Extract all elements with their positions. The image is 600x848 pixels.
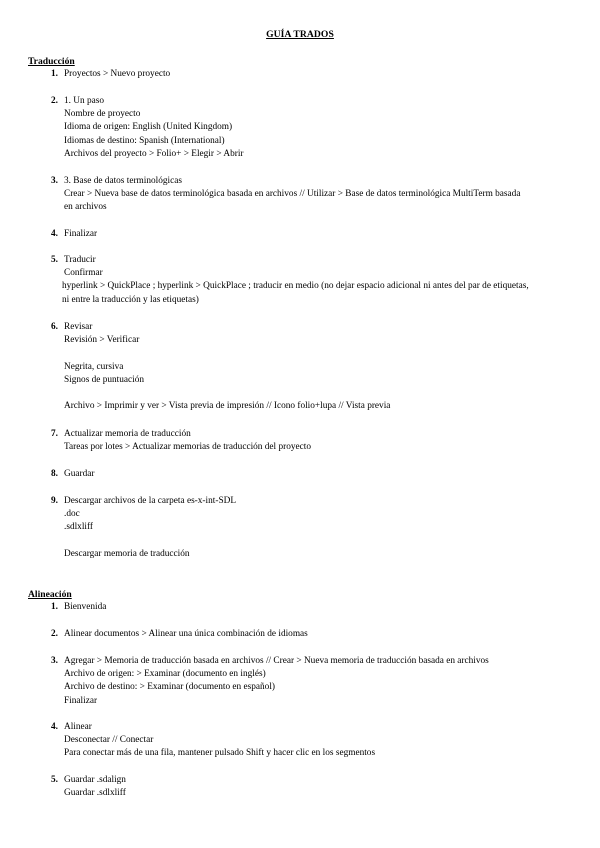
item-number: 2. [51, 629, 58, 639]
item-number: 1. [51, 602, 58, 612]
item-line: Negrita, cursiva [64, 361, 124, 372]
item-number: 3. [51, 656, 58, 666]
item-line: Guardar [64, 469, 95, 479]
item-line: Guardar .sdalign [64, 775, 126, 785]
item-line: Finalizar [64, 229, 98, 239]
item-number: 6. [51, 322, 58, 332]
item-line: Archivo de origen: > Examinar (documento en inglés) [64, 669, 266, 680]
item-number: 5. [51, 255, 58, 265]
section-heading-traduccion: Traducción [28, 56, 75, 67]
item-line: 3. Base de datos terminológicas [64, 176, 182, 186]
item-line: Finalizar [64, 695, 98, 706]
item-line: Para conectar más de una fila, mantener pulsado Shift y hacer clic en los segmentos [64, 748, 376, 759]
item-line: en archivos [64, 202, 107, 213]
item-line: Bienvenida [64, 602, 107, 612]
item-number: 3. [51, 176, 58, 186]
item-number: 2. [51, 96, 58, 106]
item-line: ni entre la traducción y las etiquetas) [62, 294, 199, 305]
item-line: Archivos del proyecto > Folio+ > Elegir > Abrir [64, 148, 244, 159]
item-line: .doc [64, 509, 80, 520]
item-number: 4. [51, 722, 58, 732]
item-line: Proyectos > Nuevo proyecto [64, 69, 171, 79]
section-heading-alineacion: Alineación [28, 589, 72, 600]
item-line: Idioma de origen: English (United Kingdom) [64, 122, 233, 133]
item-number: 7. [51, 429, 58, 439]
item-line: Agregar > Memoria de traducción basada en archivos // Crear > Nueva memoria de traducción basada en archivos [64, 656, 489, 666]
item-number: 9. [51, 496, 58, 506]
item-line: Guardar .sdlxliff [64, 788, 126, 799]
item-line: hyperlink > QuickPlace ; hyperlink > QuickPlace ; traducir en medio (no dejar espacio adicional ni antes del par de etiquetas, [62, 281, 529, 292]
item-line: Signos de puntuación [64, 374, 145, 385]
item-number: 1. [51, 69, 58, 79]
item-line: Alinear [64, 722, 92, 732]
item-line: Confirmar [64, 268, 103, 279]
item-line: Idiomas de destino: Spanish (International) [64, 135, 225, 146]
item-line: Desconectar // Conectar [64, 735, 154, 746]
item-line: Revisión > Verificar [64, 335, 140, 346]
item-line-blank [64, 535, 580, 548]
item-line: Archivo > Imprimir y ver > Vista previa de impresión // Icono folio+lupa // Vista previa [64, 401, 391, 412]
item-line: Tareas por lotes > Actualizar memorias de traducción del proyecto [64, 442, 311, 453]
item-line: 1. Un paso [64, 96, 105, 106]
item-number: 5. [51, 775, 58, 785]
item-line-blank [64, 347, 580, 360]
item-line: Actualizar memoria de traducción [64, 429, 191, 439]
item-line: Nombre de proyecto [64, 109, 141, 120]
item-line: Revisar [64, 322, 93, 332]
item-line: Descargar memoria de traducción [64, 548, 190, 559]
document-title: GUÍA TRADOS [266, 29, 334, 40]
item-line: Traducir [64, 255, 96, 265]
item-line: Alinear documentos > Alinear una única combinación de idiomas [64, 629, 308, 639]
item-line: .sdlxliff [64, 522, 94, 533]
item-number: 8. [51, 469, 58, 479]
item-line: Archivo de destino: > Examinar (documento en español) [64, 682, 276, 693]
item-line: Descargar archivos de la carpeta es-x-int-SDL [64, 496, 237, 506]
item-number: 4. [51, 229, 58, 239]
item-line: Crear > Nueva base de datos terminológica basada en archivos // Utilizar > Base de datos terminológica MultiTerm basada [64, 189, 521, 200]
item-line-blank [64, 387, 580, 400]
